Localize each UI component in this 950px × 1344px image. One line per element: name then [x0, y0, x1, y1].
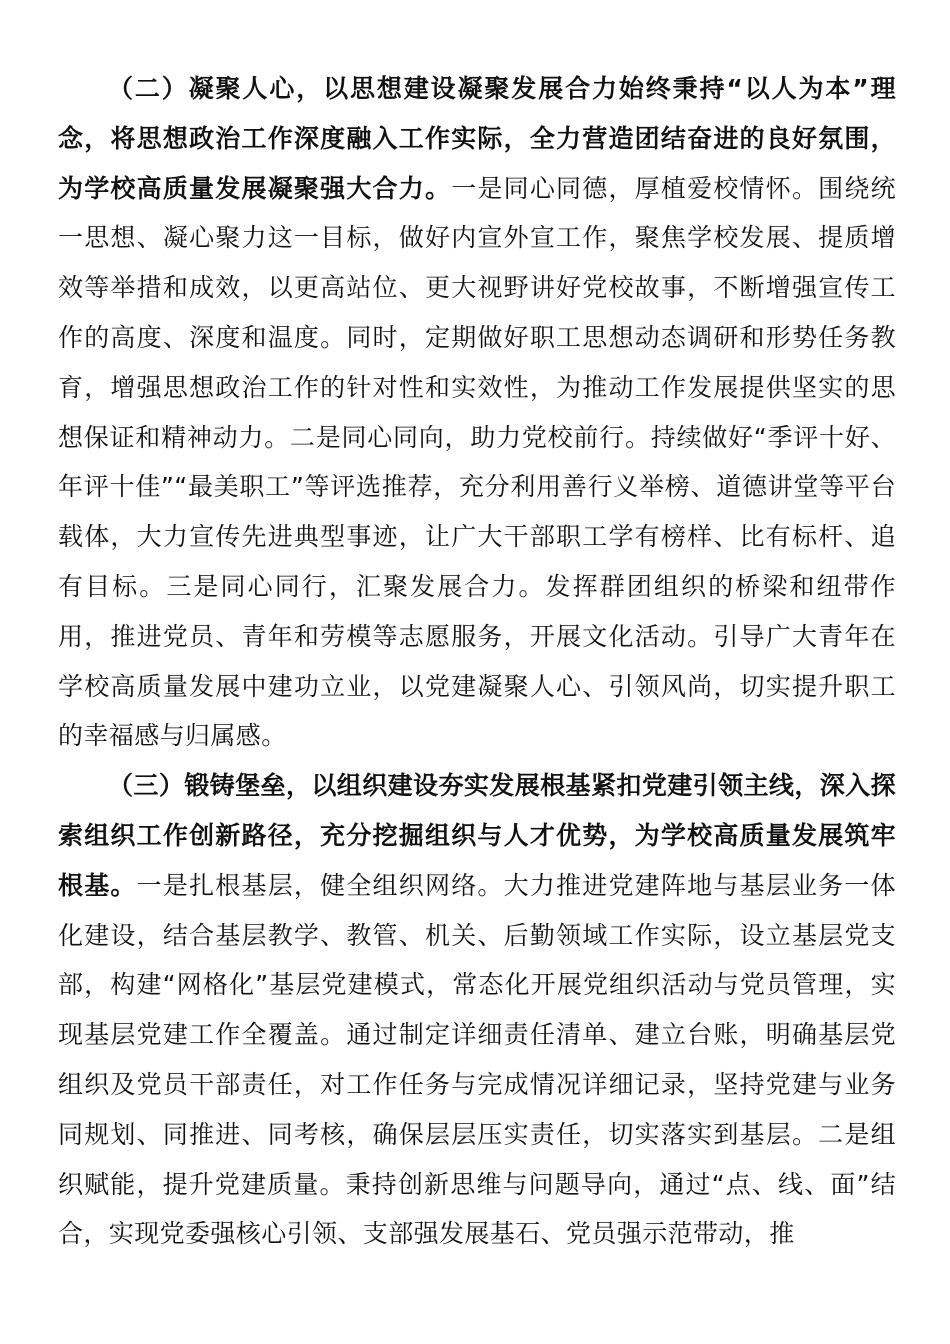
paragraph-section-3 — [58, 761, 896, 1259]
section-3-heading: （三）锻铸堡垒，以组织建设夯实发展根基紧扣党建引领主线，深入探索组织工作创新路径，充分挖掘组织与人才优势，为学校高质量发展筑牢根基。 — [58, 771, 896, 900]
section-2-heading: （二）凝聚人心，以思想建设凝聚发展合力始终秉持“以人为本”理念，将思想政治工作深度融入工作实际，全力营造团结奋进的良好氛围，为学校高质量发展凝聚强大合力。 — [58, 74, 896, 203]
paragraph-section-2 — [58, 64, 896, 761]
document-page — [58, 64, 896, 1259]
section-2-body: 一是同心同德，厚植爱校情怀。围绕统一思想、凝心聚力这一目标，做好内宣外宣工作，聚焦学校发展、提质增效等举措和成效，以更高站位、更大视野讲好党校故事，不断增强宣传工作的高度、深度和温度。同时，定期做好职工思想动态调研和形势任务教育，增强思想政治工作的针对性和实效性，为推动工作发展提供坚实的思想保证和精神动力。二是同心同向，助力党校前行。持续做好“季评十好、年评十佳”“最美职工”等评选推荐，充分利用善行义举榜、道德讲堂等平台载体，大力宣传先进典型事迹，让广大干部职工学有榜样、比有标杆、追有目标。三是同心同行，汇聚发展合力。发挥群团组织的桥梁和纽带作用，推进党员、青年和劳模等志愿服务，开展文化活动。引导广大青年在学校高质量发展中建功立业，以党建凝聚人心、引领风尚，切实提升职工的幸福感与归属感。 — [58, 173, 896, 751]
section-3-body: 一是扎根基层，健全组织网络。大力推进党建阵地与基层业务一体化建设，结合基层教学、教管、机关、后勤领域工作实际，设立基层党支部，构建“网格化”基层党建模式，常态化开展党组织活动与党员管理，实现基层党建工作全覆盖。通过制定详细责任清单、建立台账，明确基层党组织及党员干部责任，对工作任务与完成情况详细记录，坚持党建与业务同规划、同推进、同考核，确保层层压实责任，切实落实到基层。二是组织赋能，提升党建质量。秉持创新思维与问题导向，通过“点、线、面”结合，实现党委强核心引领、支部强发展基石、党员强示范带动，推 — [58, 870, 896, 1249]
